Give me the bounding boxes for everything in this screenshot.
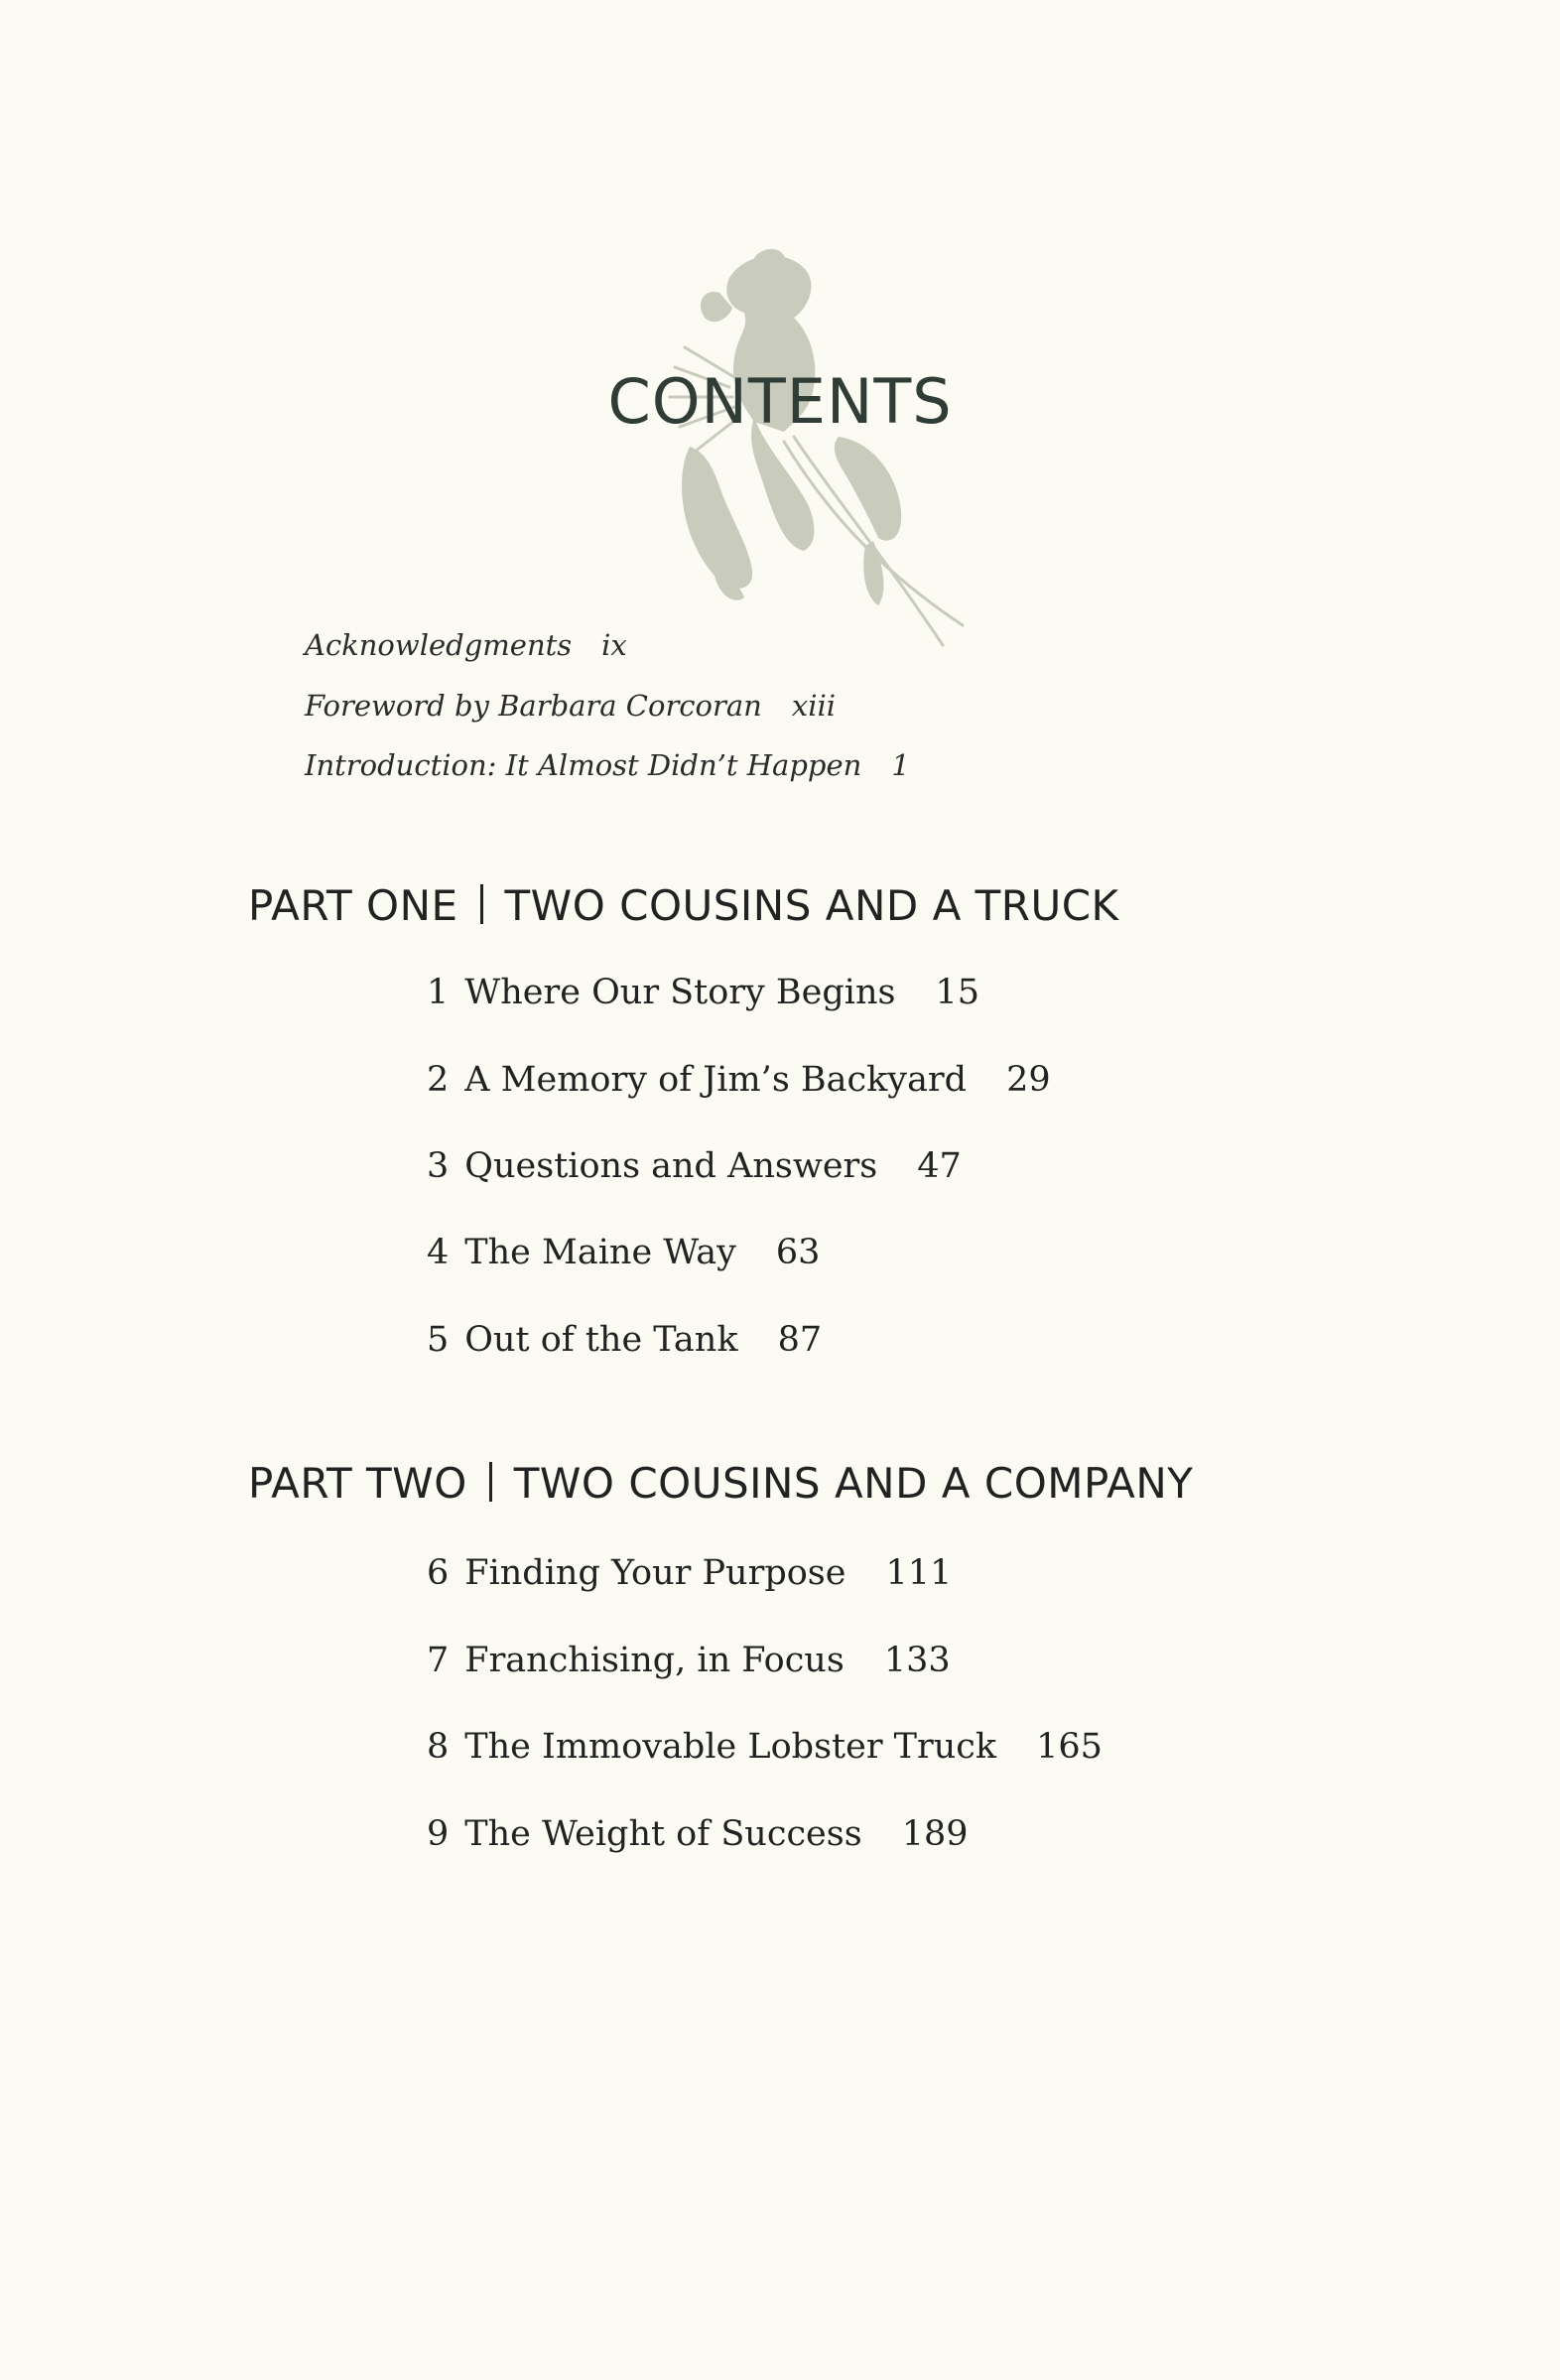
front-matter-page: ix (601, 628, 627, 662)
chapter-number: 3 (427, 1146, 450, 1186)
chapter-page: 133 (883, 1641, 951, 1680)
divider (489, 1462, 492, 1502)
page-title: CONTENTS (607, 365, 953, 438)
part-heading (248, 1459, 1193, 1508)
chapter-page: 87 (777, 1320, 823, 1360)
chapter-title: Finding Your Purpose (464, 1553, 846, 1593)
chapter-number: 6 (427, 1553, 450, 1593)
lobster-illustration-icon (635, 248, 973, 665)
chapter-number: 2 (427, 1060, 450, 1100)
front-matter-page: 1 (891, 748, 910, 782)
chapter-number: 9 (427, 1814, 450, 1854)
part-label: PART TWO (248, 1459, 467, 1508)
chapter-number: 1 (427, 973, 450, 1012)
part-title: TWO COUSINS AND A COMPANY (513, 1459, 1194, 1508)
chapter-number: 5 (427, 1320, 450, 1360)
front-matter-title: Acknowledgments (305, 628, 573, 662)
chapter-page: 63 (775, 1233, 821, 1272)
chapter-page: 47 (917, 1146, 962, 1186)
divider (480, 884, 483, 924)
chapter-page: 15 (935, 973, 979, 1012)
chapter-entry (427, 1814, 969, 1854)
chapter-entry (427, 1641, 951, 1680)
chapter-page: 111 (885, 1553, 953, 1593)
chapter-page: 189 (901, 1814, 969, 1854)
chapter-title: A Memory of Jim’s Backyard (464, 1060, 968, 1100)
chapter-number: 7 (427, 1641, 450, 1680)
chapter-entry (427, 1320, 822, 1360)
chapter-title: Franchising, in Focus (464, 1641, 845, 1680)
chapter-page: 165 (1036, 1727, 1103, 1767)
part-label: PART ONE (248, 881, 458, 930)
chapter-page: 29 (1006, 1060, 1051, 1100)
chapter-title: The Immovable Lobster Truck (464, 1727, 997, 1767)
front-matter-title: Introduction: It Almost Didn’t Happen (305, 748, 862, 782)
chapter-entry (427, 973, 979, 1012)
chapter-title: The Weight of Success (464, 1814, 862, 1854)
chapter-number: 4 (427, 1233, 450, 1272)
chapter-title: The Maine Way (464, 1233, 736, 1272)
chapter-title: Out of the Tank (464, 1320, 738, 1360)
chapter-entry (427, 1146, 962, 1186)
front-matter-page: xiii (791, 689, 837, 723)
chapter-title: Questions and Answers (464, 1146, 878, 1186)
front-matter-item (305, 748, 910, 782)
front-matter-title: Foreword by Barbara Corcoran (305, 689, 762, 723)
chapter-number: 8 (427, 1727, 450, 1767)
chapter-entry (427, 1233, 820, 1272)
front-matter-item (305, 628, 627, 662)
chapter-entry (427, 1553, 952, 1593)
part-heading (248, 881, 1119, 930)
chapter-entry (427, 1060, 1051, 1100)
front-matter-item (305, 689, 836, 723)
part-title: TWO COUSINS AND A TRUCK (504, 881, 1119, 930)
chapter-entry (427, 1727, 1103, 1767)
chapter-title: Where Our Story Begins (464, 973, 896, 1012)
